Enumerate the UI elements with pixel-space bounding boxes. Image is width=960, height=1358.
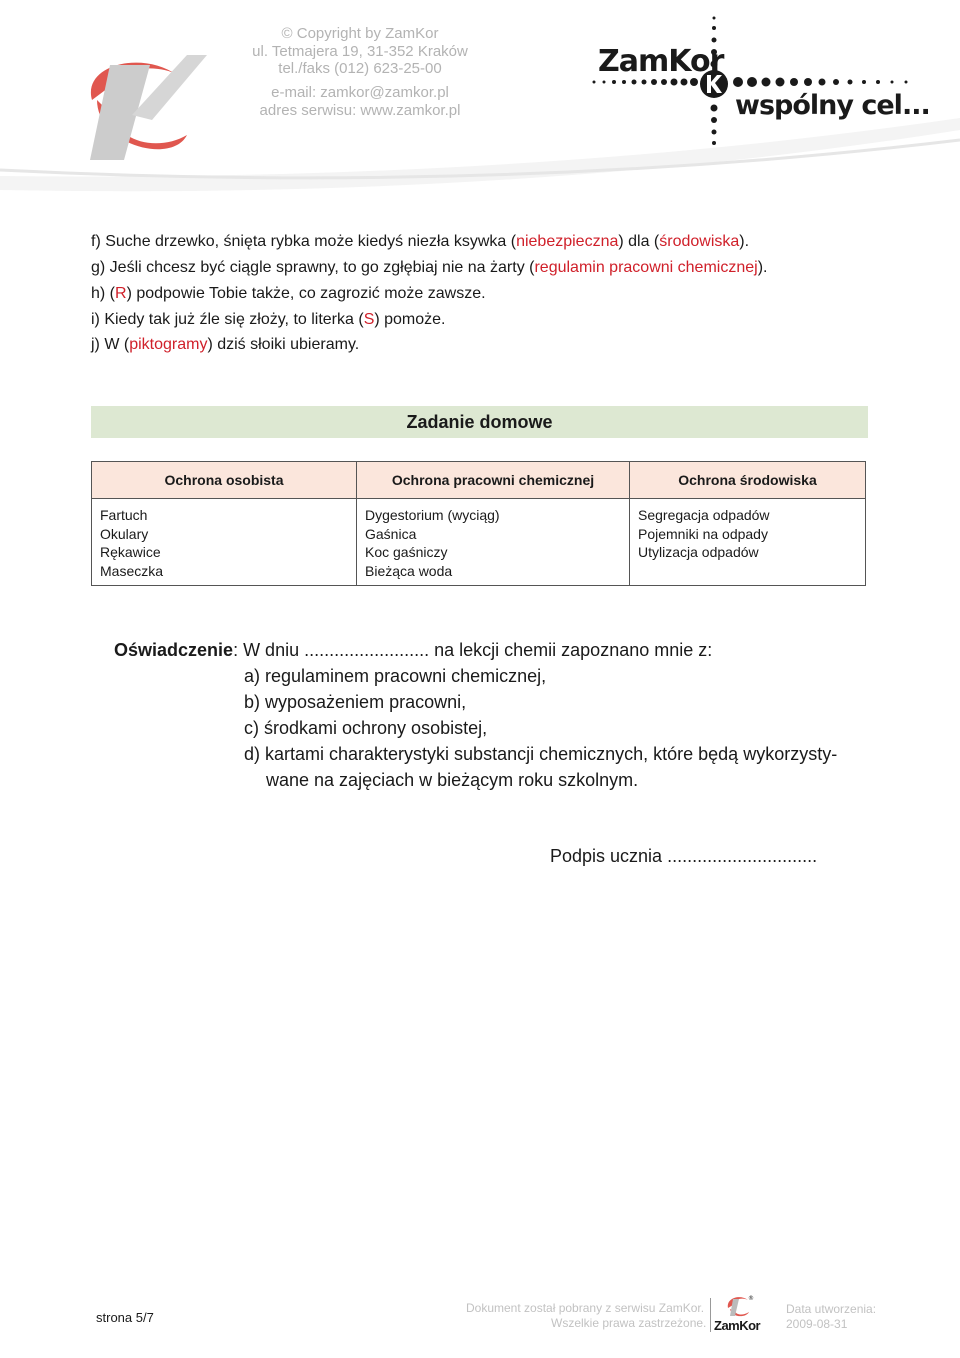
brand-slogan: wspólny cel... — [735, 90, 930, 121]
list-item: Pojemniki na odpady — [638, 525, 768, 542]
list-item: Dygestorium (wyciąg) — [365, 507, 500, 523]
declaration-item-d-continued: wane na zajęciach w bieżącym roku szkolnym. — [266, 770, 639, 790]
declaration-label: Oświadczenie — [114, 640, 234, 660]
header-phone: tel./faks (012) 623-25-00 — [278, 60, 442, 77]
list-item: Okulary — [100, 525, 149, 542]
table-header-row — [92, 462, 866, 499]
rhyme-j: j) W (piktogramy) dziś słoiki ubieramy. — [91, 336, 360, 353]
column-header-environment: Ochrona środowiska — [630, 462, 866, 499]
protection-table — [91, 461, 866, 586]
list-item: Utylizacja odpadów — [638, 544, 759, 560]
column-header-personal: Ochrona osobista — [92, 462, 357, 499]
declaration-item-c: c) środkami ochrony osobistej, — [244, 718, 488, 738]
brand-dots-decoration-icon — [590, 12, 920, 152]
zamkor-k-logo-icon — [52, 25, 222, 175]
column-header-lab: Ochrona pracowni chemicznej — [357, 462, 630, 499]
brand-name: ZamKor — [598, 44, 724, 79]
declaration-line — [114, 637, 712, 663]
list-item: Bieżąca woda — [365, 562, 453, 579]
cell-lab — [357, 499, 630, 586]
rhyme-g: g) Jeśli chcesz być ciągle sprawny, to go zgłębiaj nie na żarty (regulamin pracowni chemicznej). — [91, 259, 768, 276]
declaration-item-d: d) kartami charakterystyki substancji chemicznych, które będą wykorzysty- — [244, 744, 838, 764]
declaration-item-a: a) regulaminem pracowni chemicznej, — [244, 666, 547, 686]
footer-source-line1: Dokument został pobrany z serwisu ZamKor. — [466, 1301, 705, 1315]
footer-divider — [710, 1298, 711, 1332]
list-item: Koc gaśniczy — [365, 544, 448, 560]
footer-brand: ZamKor — [714, 1318, 761, 1333]
declaration-item-b: b) wyposażeniem pracowni, — [244, 692, 467, 712]
list-item: Gaśnica — [365, 525, 417, 542]
list-item: Fartuch — [100, 507, 148, 523]
header-website: adres serwisu: www.zamkor.pl — [259, 102, 461, 119]
declaration-text: : W dniu ......................... na lekcji chemii zapoznano mnie z: — [233, 640, 713, 660]
cell-environment — [630, 499, 866, 586]
footer-date-label: Data utworzenia: — [786, 1302, 877, 1316]
signature-line: Podpis ucznia .............................. — [550, 846, 818, 866]
footer-logo-icon — [724, 1294, 754, 1318]
header-address: ul. Tetmajera 19, 31-352 Kraków — [252, 43, 468, 60]
footer-source-line2: Wszelkie prawa zastrzeżone. — [551, 1316, 707, 1330]
list-item: Maseczka — [100, 562, 164, 579]
homework-title: Zadanie domowe — [91, 406, 868, 438]
cell-personal — [92, 499, 357, 586]
page-number: strona 5/7 — [96, 1310, 154, 1325]
header-copyright: © Copyright by ZamKor — [281, 25, 439, 42]
header-email: e-mail: zamkor@zamkor.pl — [271, 84, 449, 101]
list-item: Rękawice — [100, 544, 161, 560]
footer-date-value: 2009-08-31 — [786, 1317, 848, 1331]
list-item: Segregacja odpadów — [638, 507, 770, 523]
table-row — [92, 499, 866, 586]
rhyme-i: i) Kiedy tak już źle się złoży, to literka (S) pomoże. — [91, 311, 446, 328]
rhyme-f: f) Suche drzewko, śnięta rybka może kiedyś niezła ksywka (niebezpieczna) dla (środowiska). — [91, 233, 750, 250]
rhyme-h: h) (R) podpowie Tobie także, co zagrozić może zawsze. — [91, 285, 486, 302]
svg-text:®: ® — [748, 1295, 754, 1302]
